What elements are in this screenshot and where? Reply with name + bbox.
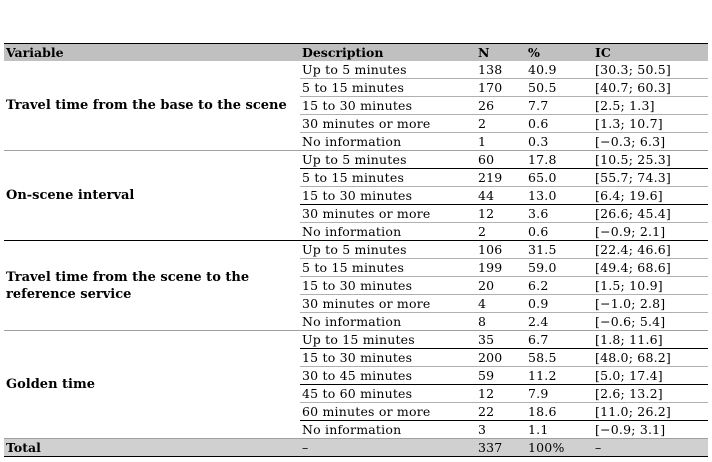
- ic-cell: [−0.6; 5.4]: [593, 313, 708, 331]
- table-row: [4, 151, 708, 169]
- ic-cell: [1.8; 11.6]: [593, 331, 708, 349]
- header-variable: Variable: [6, 45, 64, 60]
- total-n: 337: [478, 440, 503, 455]
- variable-cell: Travel time from the scene to the reference service: [4, 241, 300, 331]
- description-cell: 30 minutes or more: [300, 205, 476, 223]
- description-cell: 15 to 30 minutes: [300, 277, 476, 295]
- percent-cell: 58.5: [526, 349, 593, 367]
- n-cell: 12: [476, 385, 526, 403]
- percent-cell: 7.7: [526, 97, 593, 115]
- n-cell: 22: [476, 403, 526, 421]
- percent-cell: 0.9: [526, 295, 593, 313]
- total-row: [4, 439, 708, 457]
- percent-cell: 6.7: [526, 331, 593, 349]
- ic-cell: [48.0; 68.2]: [593, 349, 708, 367]
- ic-cell: [1.5; 10.9]: [593, 277, 708, 295]
- ic-cell: [2.5; 1.3]: [593, 97, 708, 115]
- table-row: [4, 241, 708, 259]
- description-cell: 45 to 60 minutes: [300, 385, 476, 403]
- ic-cell: [2.6; 13.2]: [593, 385, 708, 403]
- percent-cell: 0.6: [526, 223, 593, 241]
- description-cell: No information: [300, 133, 476, 151]
- n-cell: 8: [476, 313, 526, 331]
- description-cell: 5 to 15 minutes: [300, 79, 476, 97]
- description-cell: No information: [300, 223, 476, 241]
- description-cell: 15 to 30 minutes: [300, 187, 476, 205]
- variable-cell: Golden time: [4, 331, 300, 439]
- table-row: [4, 331, 708, 349]
- total-label: Total: [6, 440, 41, 455]
- header-ic: IC: [595, 45, 611, 60]
- n-cell: 106: [476, 241, 526, 259]
- n-cell: 20: [476, 277, 526, 295]
- description-cell: 30 minutes or more: [300, 295, 476, 313]
- n-cell: 170: [476, 79, 526, 97]
- description-cell: 5 to 15 minutes: [300, 169, 476, 187]
- ic-cell: [49.4; 68.6]: [593, 259, 708, 277]
- n-cell: 12: [476, 205, 526, 223]
- percent-cell: 50.5: [526, 79, 593, 97]
- results-table: [4, 43, 708, 457]
- percent-cell: 3.6: [526, 205, 593, 223]
- percent-cell: 17.8: [526, 151, 593, 169]
- ic-cell: [−0.9; 2.1]: [593, 223, 708, 241]
- n-cell: 44: [476, 187, 526, 205]
- ic-cell: [30.3; 50.5]: [593, 61, 708, 79]
- percent-cell: 6.2: [526, 277, 593, 295]
- n-cell: 219: [476, 169, 526, 187]
- percent-cell: 2.4: [526, 313, 593, 331]
- n-cell: 200: [476, 349, 526, 367]
- ic-cell: [−0.9; 3.1]: [593, 421, 708, 439]
- variable-cell: On-scene interval: [4, 151, 300, 241]
- total-description: –: [302, 440, 309, 455]
- description-cell: 60 minutes or more: [300, 403, 476, 421]
- percent-cell: 0.3: [526, 133, 593, 151]
- ic-cell: [6.4; 19.6]: [593, 187, 708, 205]
- description-cell: Up to 15 minutes: [300, 331, 476, 349]
- header-n: N: [478, 45, 490, 60]
- percent-cell: 31.5: [526, 241, 593, 259]
- percent-cell: 65.0: [526, 169, 593, 187]
- ic-cell: [−1.0; 2.8]: [593, 295, 708, 313]
- n-cell: 1: [476, 133, 526, 151]
- percent-cell: 18.6: [526, 403, 593, 421]
- percent-cell: 13.0: [526, 187, 593, 205]
- ic-cell: [1.3; 10.7]: [593, 115, 708, 133]
- percent-cell: 40.9: [526, 61, 593, 79]
- ic-cell: [10.5; 25.3]: [593, 151, 708, 169]
- ic-cell: [−0.3; 6.3]: [593, 133, 708, 151]
- description-cell: Up to 5 minutes: [300, 61, 476, 79]
- header-percent: %: [528, 45, 540, 60]
- table-row: [4, 61, 708, 79]
- description-cell: No information: [300, 313, 476, 331]
- description-cell: 15 to 30 minutes: [300, 97, 476, 115]
- header-description: Description: [302, 45, 384, 60]
- percent-cell: 59.0: [526, 259, 593, 277]
- ic-cell: [55.7; 74.3]: [593, 169, 708, 187]
- n-cell: 35: [476, 331, 526, 349]
- ic-cell: [26.6; 45.4]: [593, 205, 708, 223]
- ic-cell: [11.0; 26.2]: [593, 403, 708, 421]
- n-cell: 26: [476, 97, 526, 115]
- percent-cell: 11.2: [526, 367, 593, 385]
- n-cell: 59: [476, 367, 526, 385]
- description-cell: 15 to 30 minutes: [300, 349, 476, 367]
- variable-cell: Travel time from the base to the scene: [4, 61, 300, 151]
- table-header-row: [4, 44, 708, 62]
- n-cell: 199: [476, 259, 526, 277]
- total-percent: 100%: [528, 440, 565, 455]
- ic-cell: [22.4; 46.6]: [593, 241, 708, 259]
- percent-cell: 7.9: [526, 385, 593, 403]
- n-cell: 2: [476, 115, 526, 133]
- description-cell: Up to 5 minutes: [300, 151, 476, 169]
- description-cell: 5 to 15 minutes: [300, 259, 476, 277]
- description-cell: No information: [300, 421, 476, 439]
- description-cell: 30 to 45 minutes: [300, 367, 476, 385]
- total-ic: –: [595, 440, 602, 455]
- n-cell: 2: [476, 223, 526, 241]
- n-cell: 60: [476, 151, 526, 169]
- n-cell: 138: [476, 61, 526, 79]
- ic-cell: [5.0; 17.4]: [593, 367, 708, 385]
- percent-cell: 0.6: [526, 115, 593, 133]
- description-cell: Up to 5 minutes: [300, 241, 476, 259]
- n-cell: 4: [476, 295, 526, 313]
- n-cell: 3: [476, 421, 526, 439]
- percent-cell: 1.1: [526, 421, 593, 439]
- ic-cell: [40.7; 60.3]: [593, 79, 708, 97]
- description-cell: 30 minutes or more: [300, 115, 476, 133]
